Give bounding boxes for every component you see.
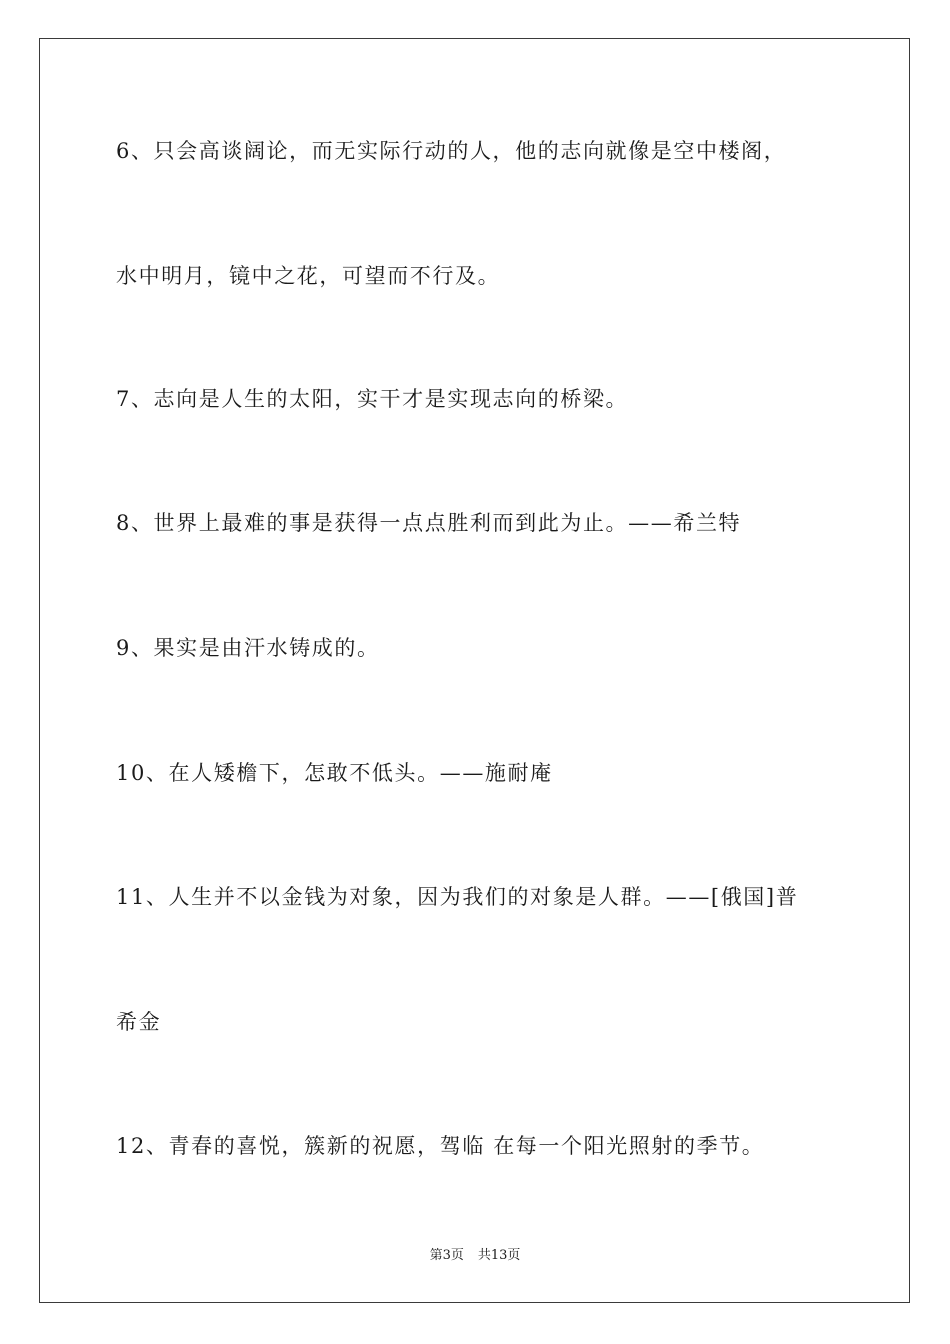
text-line-6b: 水中明月，镜中之花，可望而不行及。	[116, 264, 501, 288]
text-line-12: 12、青春的喜悦，簇新的祝愿，驾临 在每一个阳光照射的季节。	[116, 1134, 765, 1158]
page-total: 共13页	[477, 1248, 521, 1263]
text-line-7: 7、志向是人生的太阳，实干才是实现志向的桥梁。	[116, 387, 629, 411]
text-line-6a: 6、只会高谈阔论，而无实际行动的人，他的志向就像是空中楼阁，	[116, 139, 787, 163]
text-line-8: 8、世界上最难的事是获得一点点胜利而到此为止。——希兰特	[116, 511, 742, 535]
page-footer	[0, 1248, 950, 1264]
text-line-10: 10、在人矮檐下，怎敢不低头。——施耐庵	[116, 761, 553, 785]
text-line-11a: 11、人生并不以金钱为对象，因为我们的对象是人群。——[俄国]普	[116, 885, 799, 909]
text-line-11b: 希金	[116, 1010, 162, 1034]
text-line-9: 9、果实是由汗水铸成的。	[116, 636, 380, 660]
page-number: 第3页	[429, 1248, 464, 1263]
page-border	[39, 38, 910, 1303]
